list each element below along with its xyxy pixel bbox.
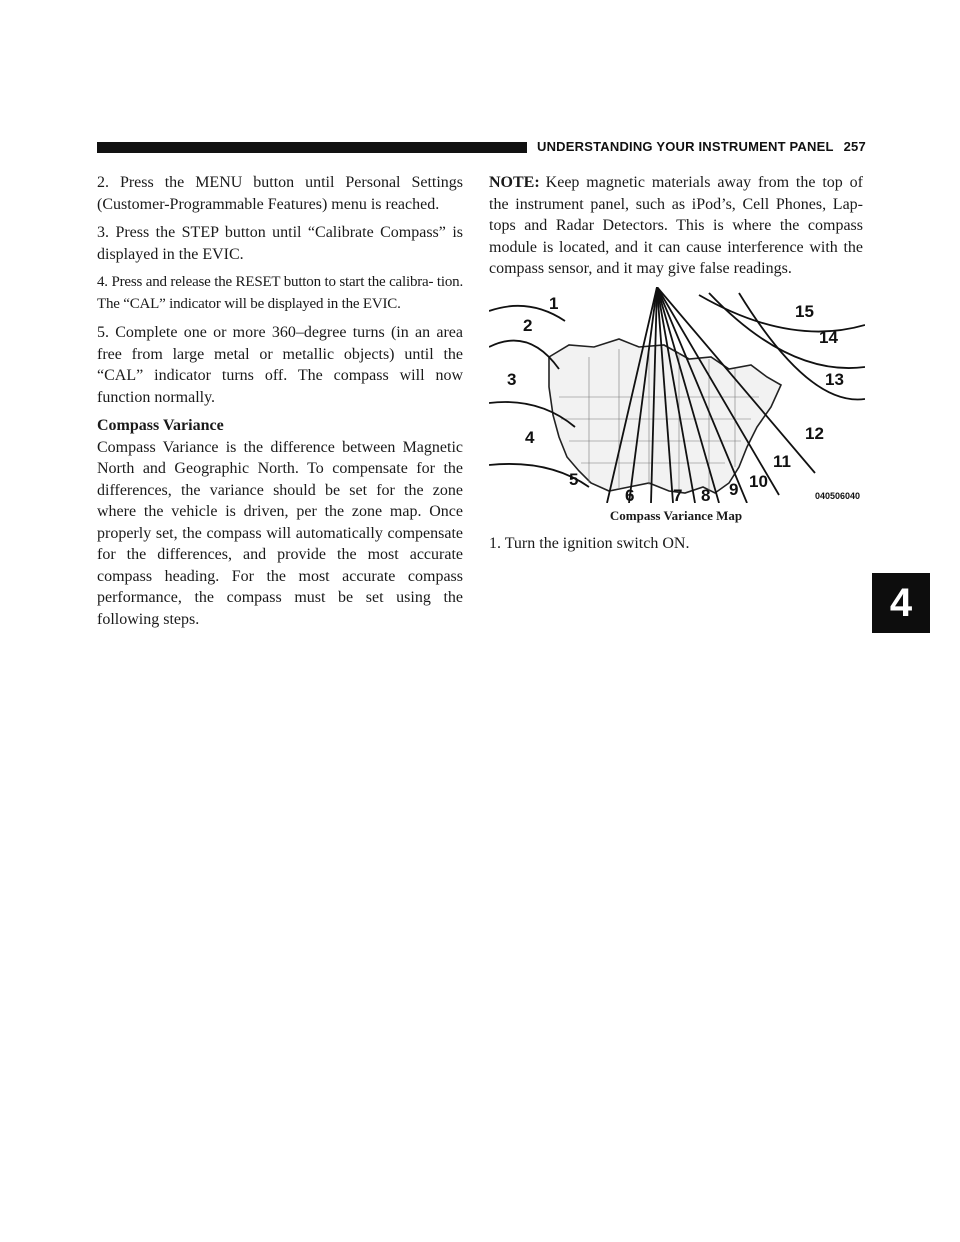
compass-variance-map [489, 287, 865, 503]
zone-label-11: 11 [773, 451, 791, 471]
left-column [97, 172, 463, 637]
right-column [489, 172, 863, 562]
section-subheading: Compass Variance [97, 417, 224, 434]
zone-label-15: 15 [795, 301, 814, 321]
map-caption: Compass Variance Map [609, 507, 743, 523]
zone-label-13: 13 [825, 369, 844, 389]
zone-label-10: 10 [749, 471, 768, 491]
zone-label-5: 5 [569, 469, 579, 489]
zone-label-7: 7 [673, 485, 683, 503]
zone-label-2: 2 [523, 315, 533, 335]
zone-label-4: 4 [525, 427, 535, 447]
note-paragraph [489, 172, 863, 280]
step-2: 2. Press the MENU button until Personal Settings (Customer-Programmable Features) menu is reached. [97, 174, 463, 213]
zone-label-1: 1 [549, 293, 559, 313]
zone-label-3: 3 [507, 369, 517, 389]
page-number: 257 [843, 139, 866, 154]
header-rule [97, 142, 527, 153]
step-5: 5. Complete one or more 360–degree turns (in an area free from large metal or metallic objects) until the “CAL” indicator turns off. The compass will now function normally. [97, 324, 463, 406]
zone-label-8: 8 [701, 485, 711, 503]
running-header [537, 139, 866, 154]
zone-label-6: 6 [625, 485, 635, 503]
step-3: 3. Press the STEP button until “Calibrate Compass” is displayed in the EVIC. [97, 224, 463, 263]
map-image-code: 040506040 [815, 490, 861, 501]
zone-label-12: 12 [805, 423, 824, 443]
note-text: Keep magnetic materials away from the top of the instrument panel, such as iPod’s, Cell Phones, Lap- tops and Radar Detectors. This is where the compass module is located, and it can cause interference with the compass sensor, and it may give false readings. [489, 174, 863, 277]
zone-label-14: 14 [819, 327, 838, 347]
chapter-tab: 4 [872, 573, 930, 633]
zone-label-9: 9 [729, 479, 739, 499]
section-title: UNDERSTANDING YOUR INSTRUMENT PANEL [537, 139, 834, 154]
step-4: 4. Press and release the RESET button to start the calibra- tion. The “CAL” indicator will be displayed in the EVIC. [97, 274, 463, 312]
step-1: 1. Turn the ignition switch ON. [489, 535, 690, 552]
compass-variance-body: Compass Variance is the difference between Magnetic North and Geographic North. To compensate for the differences, the variance should be set for the zone where the vehicle is driven, per the zone map. Once properly set, the compass will automatically compensate for the differences, and provide the most accurate compass heading. For the most accurate compass performance, the compass must be set using the following steps. [97, 438, 463, 628]
map-figure [489, 287, 865, 503]
note-label: NOTE: [489, 174, 540, 191]
